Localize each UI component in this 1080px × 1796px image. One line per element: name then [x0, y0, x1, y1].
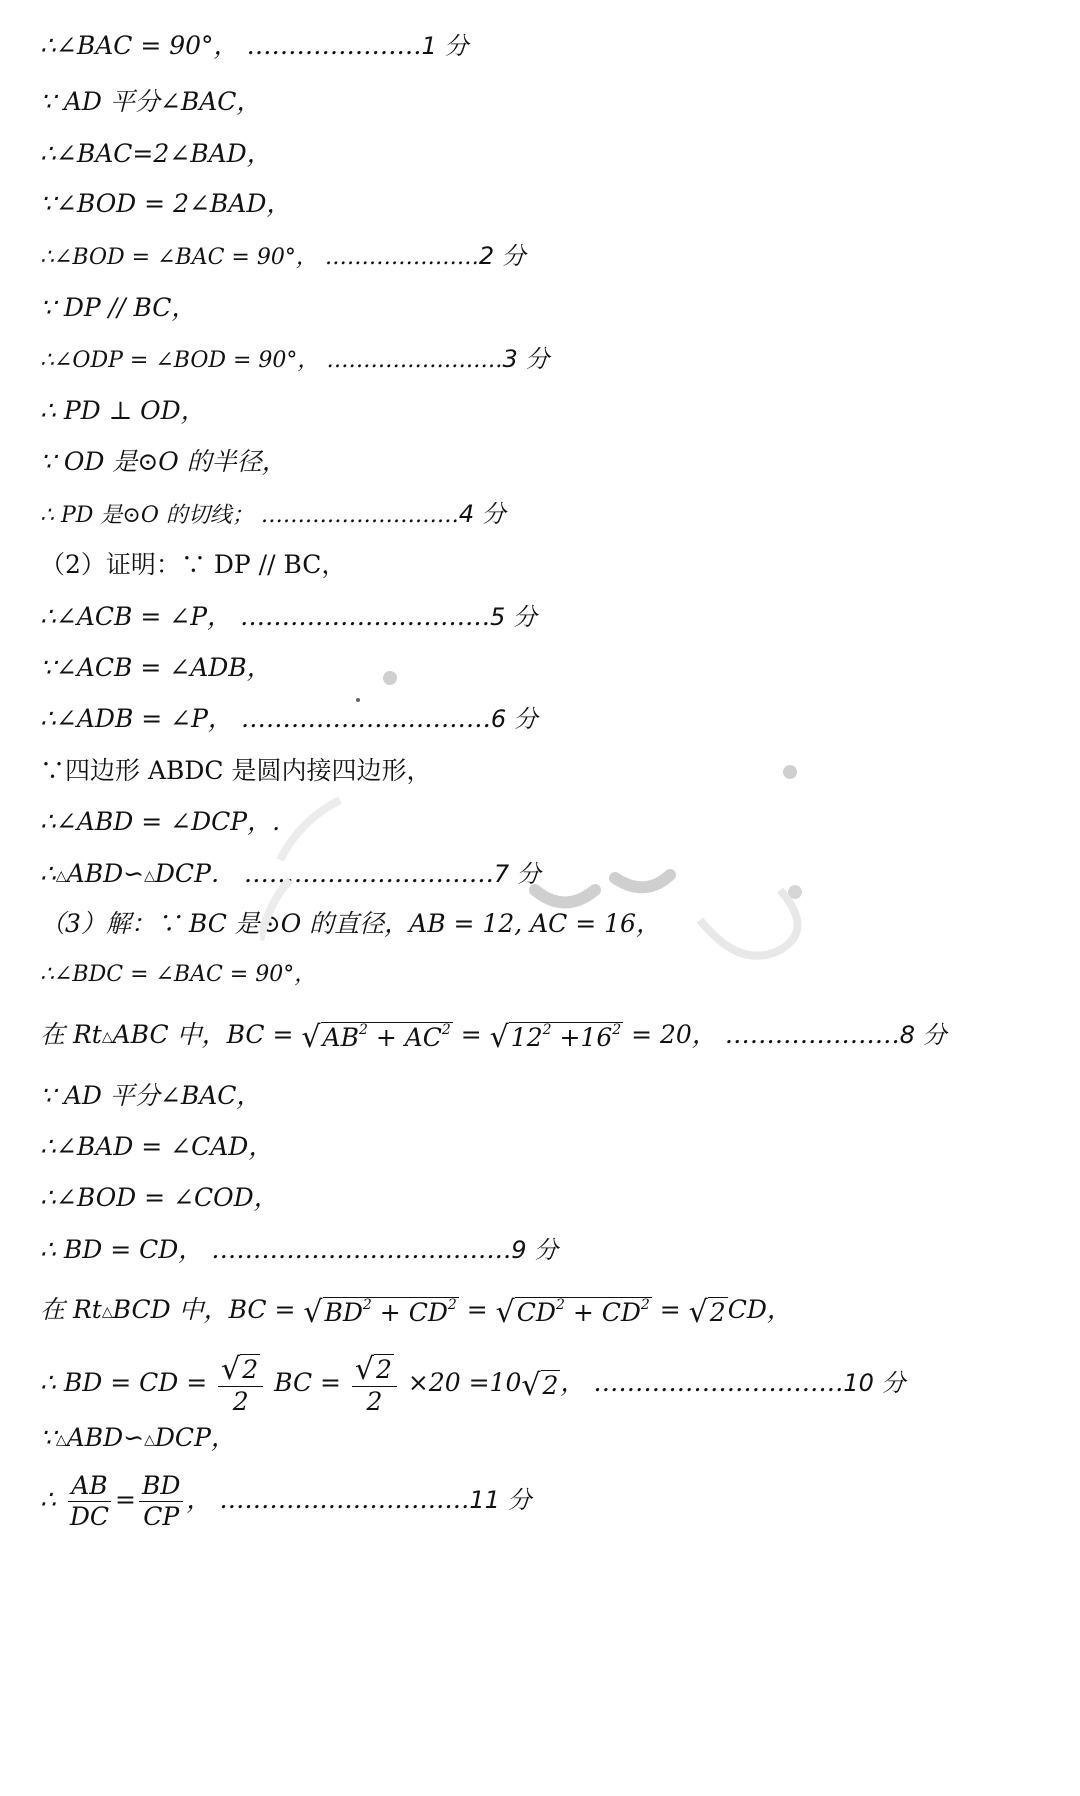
score-mark: 3 分	[502, 345, 550, 373]
square-root: √ $12^2 +16^2$	[489, 1020, 622, 1055]
step-line: ∵∠BOD = 2∠BAD，	[40, 189, 292, 218]
step-line: ∴∠BOD = ∠COD，	[40, 1183, 279, 1212]
step-line: 在 Rt△ABC 中，BC = √ $AB^2 + AC^2$ = √ $12^2 +16^2$ = 20， …………………8 分	[40, 1020, 947, 1055]
step-line: ∴ $\frac{AB}{DC}$ = $\frac{BD}{CP}$ ， …………………………11 分	[40, 1471, 532, 1531]
step-line: ∴ BD = CD = √ 2 2 BC = √ 2 2 ×20 =10 √ 2 ， …………………………10 分	[40, 1352, 906, 1416]
step-line: ∴∠BAC=2∠BAD，	[40, 139, 272, 168]
step-line: ∵∠ACB = ∠ADB，	[40, 653, 272, 682]
square-root: √ 2	[688, 1295, 726, 1330]
watermark-dot	[783, 765, 797, 779]
score-mark: 7 分	[493, 860, 541, 888]
watermark-dot	[356, 698, 360, 702]
square-root: √ $AB^2 + AC^2$	[301, 1020, 451, 1055]
triangle-icon: △	[101, 1029, 113, 1045]
step-line: ∴∠ODP = ∠BOD = 90°， ……………………3 分	[40, 345, 550, 373]
fraction: $\frac{AB}{DC}$	[69, 1471, 110, 1531]
step-line: ∴∠ABD = ∠DCP，.	[40, 807, 281, 836]
watermark-dot	[383, 671, 397, 685]
watermark-stroke	[700, 890, 798, 956]
score-mark: 11 分	[469, 1486, 532, 1514]
fraction: √ 2 2	[352, 1352, 397, 1417]
score-mark: 1 分	[421, 32, 469, 60]
step-line: ∴∠BOD = ∠BAC = 90°， …………………2 分	[40, 242, 526, 270]
step-line: 在 Rt△BCD 中，BC = √ $BD^2 + CD^2$ = √ $CD^2 + CD^2$ = √ 2 CD，	[40, 1295, 792, 1330]
triangle-icon: △	[55, 1432, 67, 1448]
step-line: ∵ OD 是⊙O 的半径，	[40, 447, 287, 476]
step-line: ∴ PD 是⊙O 的切线； ………………………4 分	[40, 500, 506, 528]
step-line: ∴∠ADB = ∠P， …………………………6 分	[40, 704, 538, 733]
triangle-icon: △	[144, 868, 155, 884]
step-line: ∴∠BAC = 90°， …………………1 分	[40, 31, 469, 60]
step-line: ∴∠BAD = ∠CAD，	[40, 1132, 274, 1161]
step-line: ∵ AD 平分∠BAC，	[40, 87, 262, 116]
triangle-icon: △	[55, 868, 67, 884]
step-line: ∵ DP // BC，	[40, 293, 197, 322]
step-line: ∴△ABD∽△DCP． …………………………7 分	[40, 859, 541, 888]
step-line: ∴ BD = CD， ………………………………9 分	[40, 1235, 559, 1264]
fraction: √ 2 2	[218, 1352, 263, 1417]
score-mark: 4 分	[458, 500, 506, 528]
watermark-stroke	[260, 800, 340, 940]
step-line: （2）证明：∵ DP // BC，	[40, 550, 347, 579]
step-line: ∴∠BDC = ∠BAC = 90°，	[40, 962, 317, 987]
watermark-graphic	[260, 650, 820, 970]
score-mark: 6 分	[490, 705, 538, 733]
watermark-smile	[535, 890, 595, 903]
step-line: ∵四边形 ABDC 是圆内接四边形，	[40, 756, 432, 785]
score-mark: 2 分	[478, 242, 526, 270]
score-mark: 5 分	[489, 603, 537, 631]
triangle-icon: △	[101, 1304, 113, 1320]
score-mark: 9 分	[511, 1236, 559, 1264]
fraction: $\frac{BD}{CP}$	[139, 1471, 183, 1532]
square-root: √ $BD^2 + CD^2$	[303, 1295, 457, 1330]
triangle-icon: △	[144, 1432, 155, 1448]
watermark-smile	[615, 875, 670, 887]
score-mark: 8 分	[899, 1021, 947, 1049]
step-line: ∵△ABD∽△DCP，	[40, 1423, 236, 1452]
square-root: √ $CD^2 + CD^2$	[495, 1295, 650, 1330]
step-line: ∴ PD ⊥ OD，	[40, 396, 206, 425]
step-line: （3）解：∵ BC 是⊙O 的直径，AB = 12, AC = 16，	[40, 909, 661, 938]
step-line: ∵ AD 平分∠BAC，	[40, 1081, 262, 1110]
square-root: √ 2	[521, 1368, 559, 1403]
score-mark: 10 分	[843, 1369, 906, 1397]
step-line: ∴∠ACB = ∠P， …………………………5 分	[40, 602, 537, 631]
